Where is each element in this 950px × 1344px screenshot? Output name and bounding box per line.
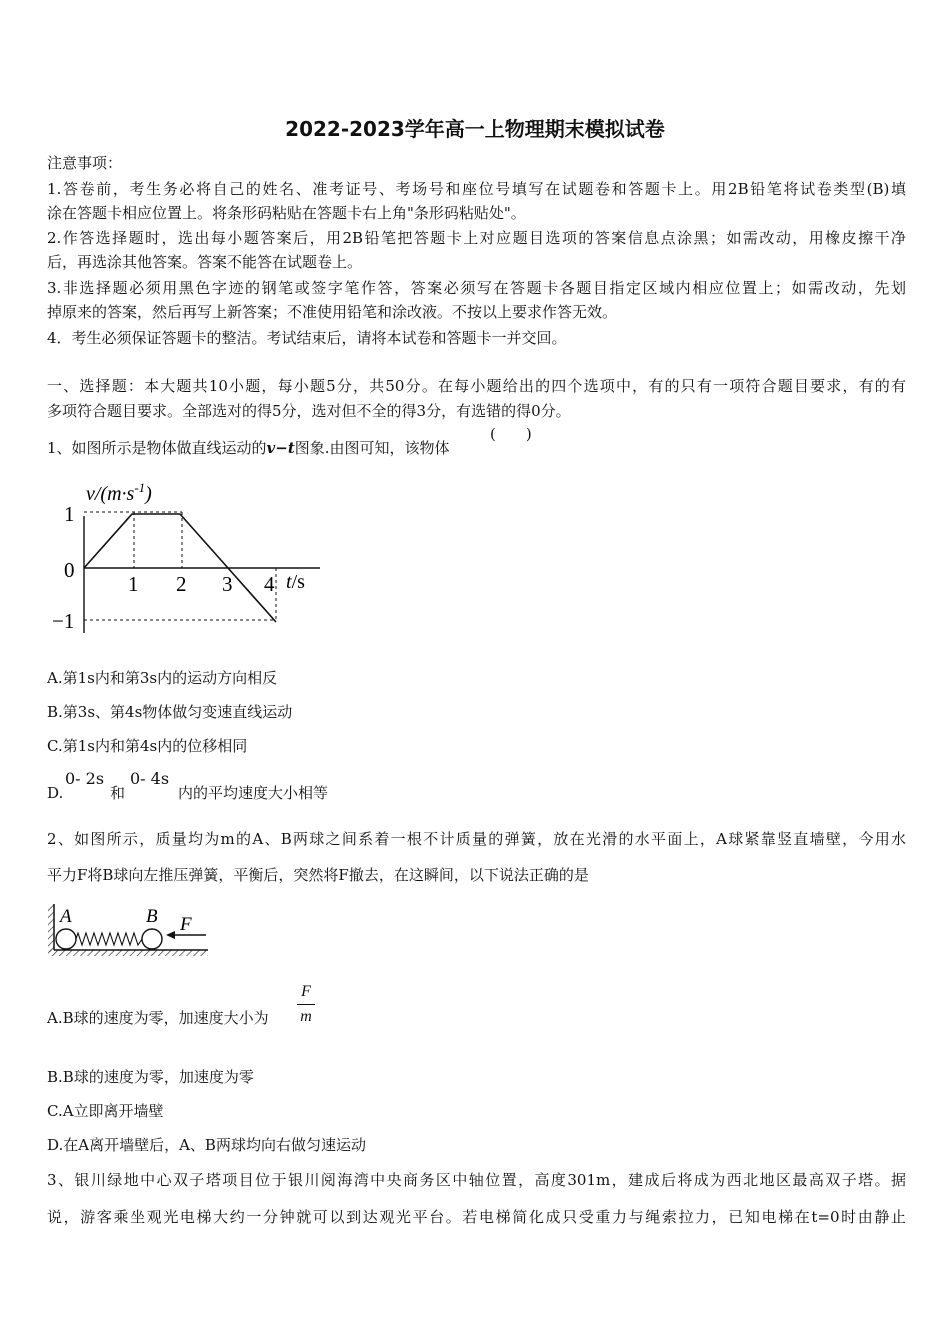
section-line-1: 一、选择题：本大题共10小题，每小题5分，共50分。在每小题给出的四个选项中，有的只有一项符合题目要求，有的有: [47, 377, 906, 395]
q2-option-a: A.B球的速度为零，加速度大小为: [47, 1009, 269, 1027]
q1-option-d-label: D.: [47, 784, 64, 802]
section-line-2: 多项符合题目要求。全部选对的得5分，选对但不全的得3分，有选错的得0分。: [47, 402, 571, 420]
spring: [76, 933, 142, 945]
fraction-bar: [297, 1004, 315, 1005]
spring-figure: [44, 900, 214, 958]
q1-option-d-text: 内的平均速度大小相等: [178, 784, 329, 802]
q2-option-c: C.A立即离开墙壁: [47, 1102, 164, 1120]
q3-stem-line-2: 说，游客乘坐观光电梯大约一分钟就可以到达观光平台。若电梯简化成只受重力与绳索拉力，已知电梯在t=0时由静止: [47, 1208, 906, 1226]
notice-line-4: 4．考生必须保证答题卡的整洁。考试结束后，请将本试卷和答题卡一并交回。: [47, 329, 567, 347]
q2-stem-line-2: 平力F将B球向左推压弹簧，平衡后，突然将F撤去，在这瞬间，以下说法正确的是: [47, 866, 589, 884]
label-f: F: [180, 914, 192, 935]
fraction-denominator: m: [300, 1008, 312, 1025]
y-tick-0: 0: [64, 558, 75, 582]
q1-option-d-range-1: 0- 2s: [65, 769, 105, 788]
notice-line-2b: 后，再选涂其他答案。答案不能答在试题卷上。: [47, 253, 363, 271]
q2-option-d: D.在A离开墙壁后，A、B两球均向右做匀速运动: [47, 1136, 366, 1154]
floor-hatch: [48, 950, 208, 956]
y-tick-neg1: −1: [52, 609, 75, 633]
q1-option-b: B.第3s、第4s物体做匀变速直线运动: [47, 703, 293, 721]
label-b: B: [146, 906, 158, 927]
force-arrow-head: [166, 931, 175, 939]
q1-stem: 1、如图所示是物体做直线运动的v−t图象.由图可知，该物体: [47, 439, 450, 457]
vt-graph: [50, 478, 330, 638]
q1-option-d-and: 和: [110, 784, 126, 802]
q2-fraction: [297, 982, 315, 1027]
ball-b: [142, 929, 162, 949]
fraction-numerator: F: [301, 983, 311, 1000]
q1-option-d-range-2: 0- 4s: [130, 769, 170, 788]
q2-option-b: B.B球的速度为零，加速度为零: [47, 1068, 254, 1086]
y-tick-1: 1: [64, 502, 75, 526]
vt-graph-ylabel: $v/(m\cdot s^{-1})$: [86, 480, 152, 505]
x-tick-4: 4: [264, 572, 275, 596]
q1-answer-bracket: ( ): [490, 425, 532, 443]
q1-option-c: C.第1s内和第4s内的位移相同: [47, 737, 248, 755]
q2-stem-line-1: 2、如图所示，质量均为m的A、B两球之间系着一根不计质量的弹簧，放在光滑的水平面上，A球紧靠竖直墙壁，今用水: [47, 830, 906, 848]
vt-graph-xlabel: t/s: [286, 571, 305, 593]
ball-a: [56, 929, 76, 949]
x-tick-2: 2: [176, 572, 187, 596]
notice-line-1a: 1.答卷前，考生务必将自己的姓名、准考证号、考场号和座位号填写在试题卷和答题卡上。用2B铅笔将试卷类型(B)填: [47, 180, 906, 198]
q1-option-a: A.第1s内和第3s内的运动方向相反: [47, 669, 278, 687]
page-title: 2022-2023学年高一上物理期末模拟试卷: [285, 117, 665, 141]
notice-line-2a: 2.作答选择题时，选出每小题答案后，用2B铅笔把答题卡上对应题目选项的答案信息点涂黑；如需改动，用橡皮擦干净: [47, 229, 906, 247]
notice-line-3b: 掉原来的答案，然后再写上新答案；不准使用铅笔和涂改液。不按以上要求作答无效。: [47, 303, 618, 321]
x-tick-3: 3: [222, 572, 233, 596]
q3-stem-line-1: 3、银川绿地中心双子塔项目位于银川阅海湾中央商务区中轴位置，高度301m，建成后将成为西北地区最高双子塔。据: [47, 1171, 906, 1189]
x-tick-1: 1: [128, 572, 139, 596]
notice-line-3a: 3.非选择题必须用黑色字迹的钢笔或签字笔作答，答案必须写在答题卡各题目指定区域内相应位置上；如需改动，先划: [47, 279, 906, 297]
wall-hatch: [48, 904, 54, 952]
notice-heading: 注意事项：: [47, 154, 123, 172]
label-a: A: [60, 906, 72, 927]
notice-line-1b: 涂在答题卡相应位置上。将条形码粘贴在答题卡右上角"条形码粘贴处"。: [47, 204, 526, 222]
